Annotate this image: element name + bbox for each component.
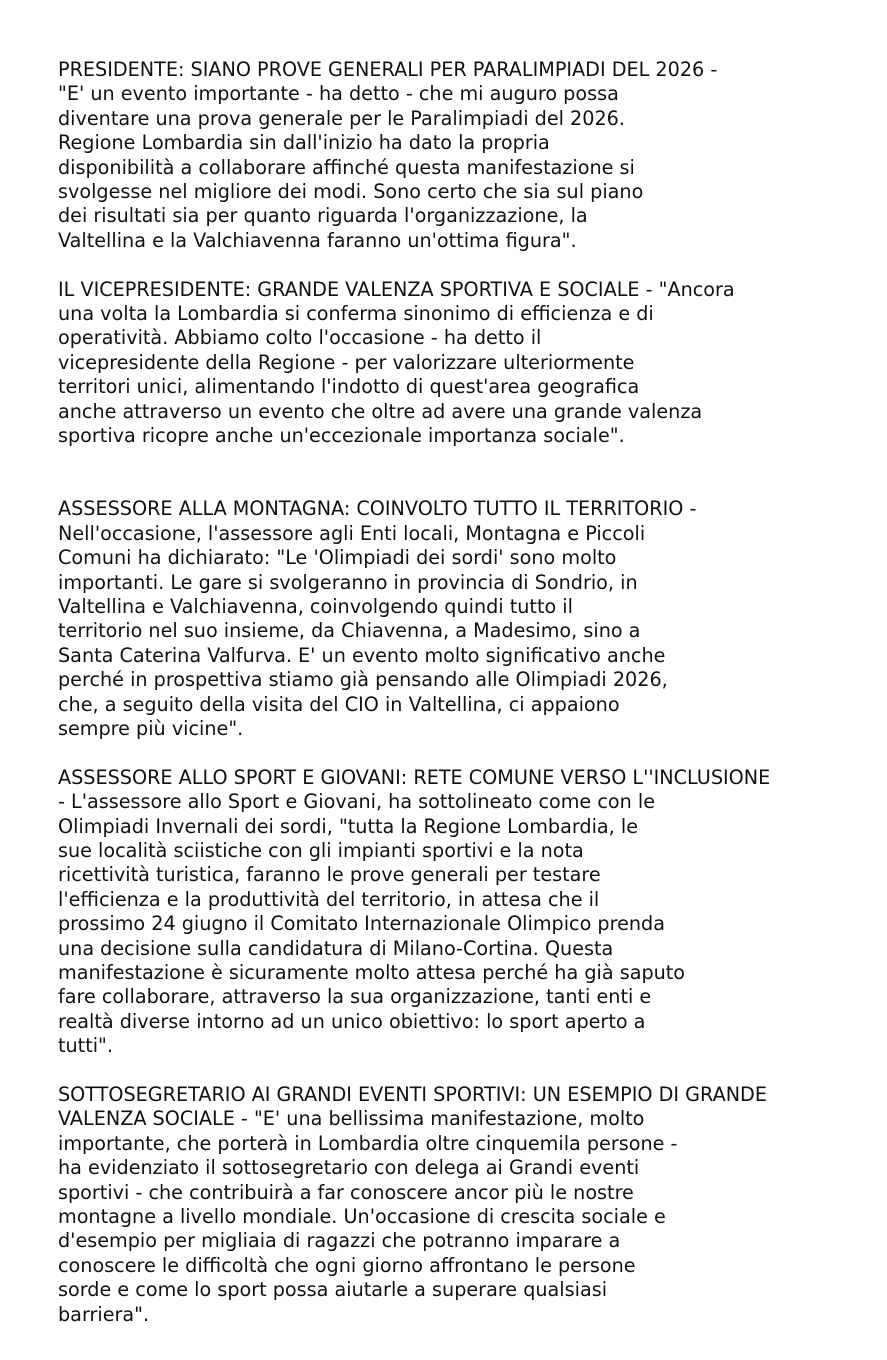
text-line: PRESIDENTE: SIANO PROVE GENERALI PER PARALIMPIADI DEL 2026 - [58,58,718,81]
text-line: Comuni ha dichiarato: "Le 'Olimpiadi dei sordi' sono molto [58,546,617,570]
text-line: svolgesse nel migliore dei modi. Sono certo che sia sul piano [58,180,644,204]
text-line: operatività. Abbiamo colto l'occasione - ha detto il [58,326,542,350]
text-line: ha evidenziato il sottosegretario con delega ai Grandi eventi [58,1156,640,1180]
text-line: sue località sciistiche con gli impianti sportivi e la nota [58,838,584,862]
paragraph-vicepresidente [58,278,878,449]
paragraph-sottosegretario [58,1083,878,1327]
text-line: territori unici, alimentando l'indotto di quest'area geografica [58,375,640,399]
text-line: sempre più vicine". [58,716,244,740]
text-line: importanti. Le gare si svolgeranno in provincia di Sondrio, in [58,570,638,594]
text-line: ricettività turistica, faranno le prove generali per testare [58,863,601,887]
text-line: d'esempio per migliaia di ragazzi che potranno imparare a [58,1229,621,1253]
paragraph-assessore-montagna [58,497,878,741]
paragraph-assessore-sport [58,766,878,1059]
text-line: sportivi - che contribuirà a far conoscere ancor più le nostre [58,1180,634,1204]
paragraph-spacer [58,448,878,497]
text-line: Santa Caterina Valfurva. E' un evento molto significativo anche [58,643,666,667]
text-line: Valtellina e la Valchiavenna faranno un'ottima figura". [58,228,577,252]
text-line: - L'assessore allo Sport e Giovani, ha sottolineato come con le [58,790,656,814]
text-line: anche attraverso un evento che oltre ad avere una grande valenza [58,399,703,423]
text-line: manifestazione è sicuramente molto attesa perché ha già saputo [58,960,686,984]
text-line: Nell'occasione, l'assessore agli Enti locali, Montagna e Piccoli [58,521,646,545]
text-line: "E' un evento importante - ha detto - che mi auguro possa [58,82,619,106]
text-line: sportiva ricopre anche un'eccezionale importanza sociale". [58,424,625,448]
paragraph-spacer [58,1059,878,1083]
text-line: disponibilità a collaborare affinché questa manifestazione si [58,155,635,179]
text-line: una decisione sulla candidatura di Milano-Cortina. Questa [58,936,614,960]
text-line: Olimpiadi Invernali dei sordi, "tutta la Regione Lombardia, le [58,814,639,838]
text-line: IL VICEPRESIDENTE: GRANDE VALENZA SPORTIVA E SOCIALE - "Ancora [58,277,735,301]
text-line: prossimo 24 giugno il Comitato Internazionale Olimpico prenda [58,912,665,936]
paragraph-spacer [58,741,878,765]
text-line: SOTTOSEGRETARIO AI GRANDI EVENTI SPORTIVI: UN ESEMPIO DI GRANDE [58,1083,767,1106]
text-line: perché in prospettiva stiamo già pensando alle Olimpiadi 2026, [58,668,668,692]
text-line: diventare una prova generale per le Paralimpiadi del 2026. [58,106,625,130]
text-line: barriera". [58,1302,150,1326]
text-line: VALENZA SOCIALE - "E' una bellissima manifestazione, molto [58,1107,645,1131]
text-line: tutti". [58,1034,113,1058]
text-line: che, a seguito della visita del CIO in Valtellina, ci appaiono [58,692,620,716]
text-line: realtà diverse intorno ad un unico obiettivo: lo sport aperto a [58,1009,646,1033]
text-line: vicepresidente della Regione - per valorizzare ulteriormente [58,350,635,374]
document-body [58,58,878,1327]
text-line: importante, che porterà in Lombardia oltre cinquemila persone - [58,1131,678,1155]
text-line: montagne a livello mondiale. Un'occasione di crescita sociale e [58,1205,666,1229]
text-line: ASSESSORE ALLO SPORT E GIOVANI: RETE COMUNE VERSO L''INCLUSIONE [58,765,771,789]
paragraph-spacer [58,253,878,277]
text-line: l'efficienza e la produttività del territorio, in attesa che il [58,887,600,911]
text-line: ASSESSORE ALLA MONTAGNA: COINVOLTO TUTTO IL TERRITORIO - [58,497,697,521]
text-line: fare collaborare, attraverso la sua organizzazione, tanti enti e [58,985,652,1009]
text-line: una volta la Lombardia si conferma sinonimo di efficienza e di [58,302,654,326]
text-line: conoscere le difficoltà che ogni giorno affrontano le persone [58,1253,636,1277]
paragraph-presidente [58,58,878,253]
text-line: Regione Lombardia sin dall'inizio ha dato la propria [58,131,550,155]
text-line: dei risultati sia per quanto riguarda l'organizzazione, la [58,204,588,228]
text-line: sorde e come lo sport possa aiutarle a superare qualsiasi [58,1278,608,1302]
text-line: Valtellina e Valchiavenna, coinvolgendo quindi tutto il [58,594,573,618]
text-line: territorio nel suo insieme, da Chiavenna, a Madesimo, sino a [58,619,641,643]
